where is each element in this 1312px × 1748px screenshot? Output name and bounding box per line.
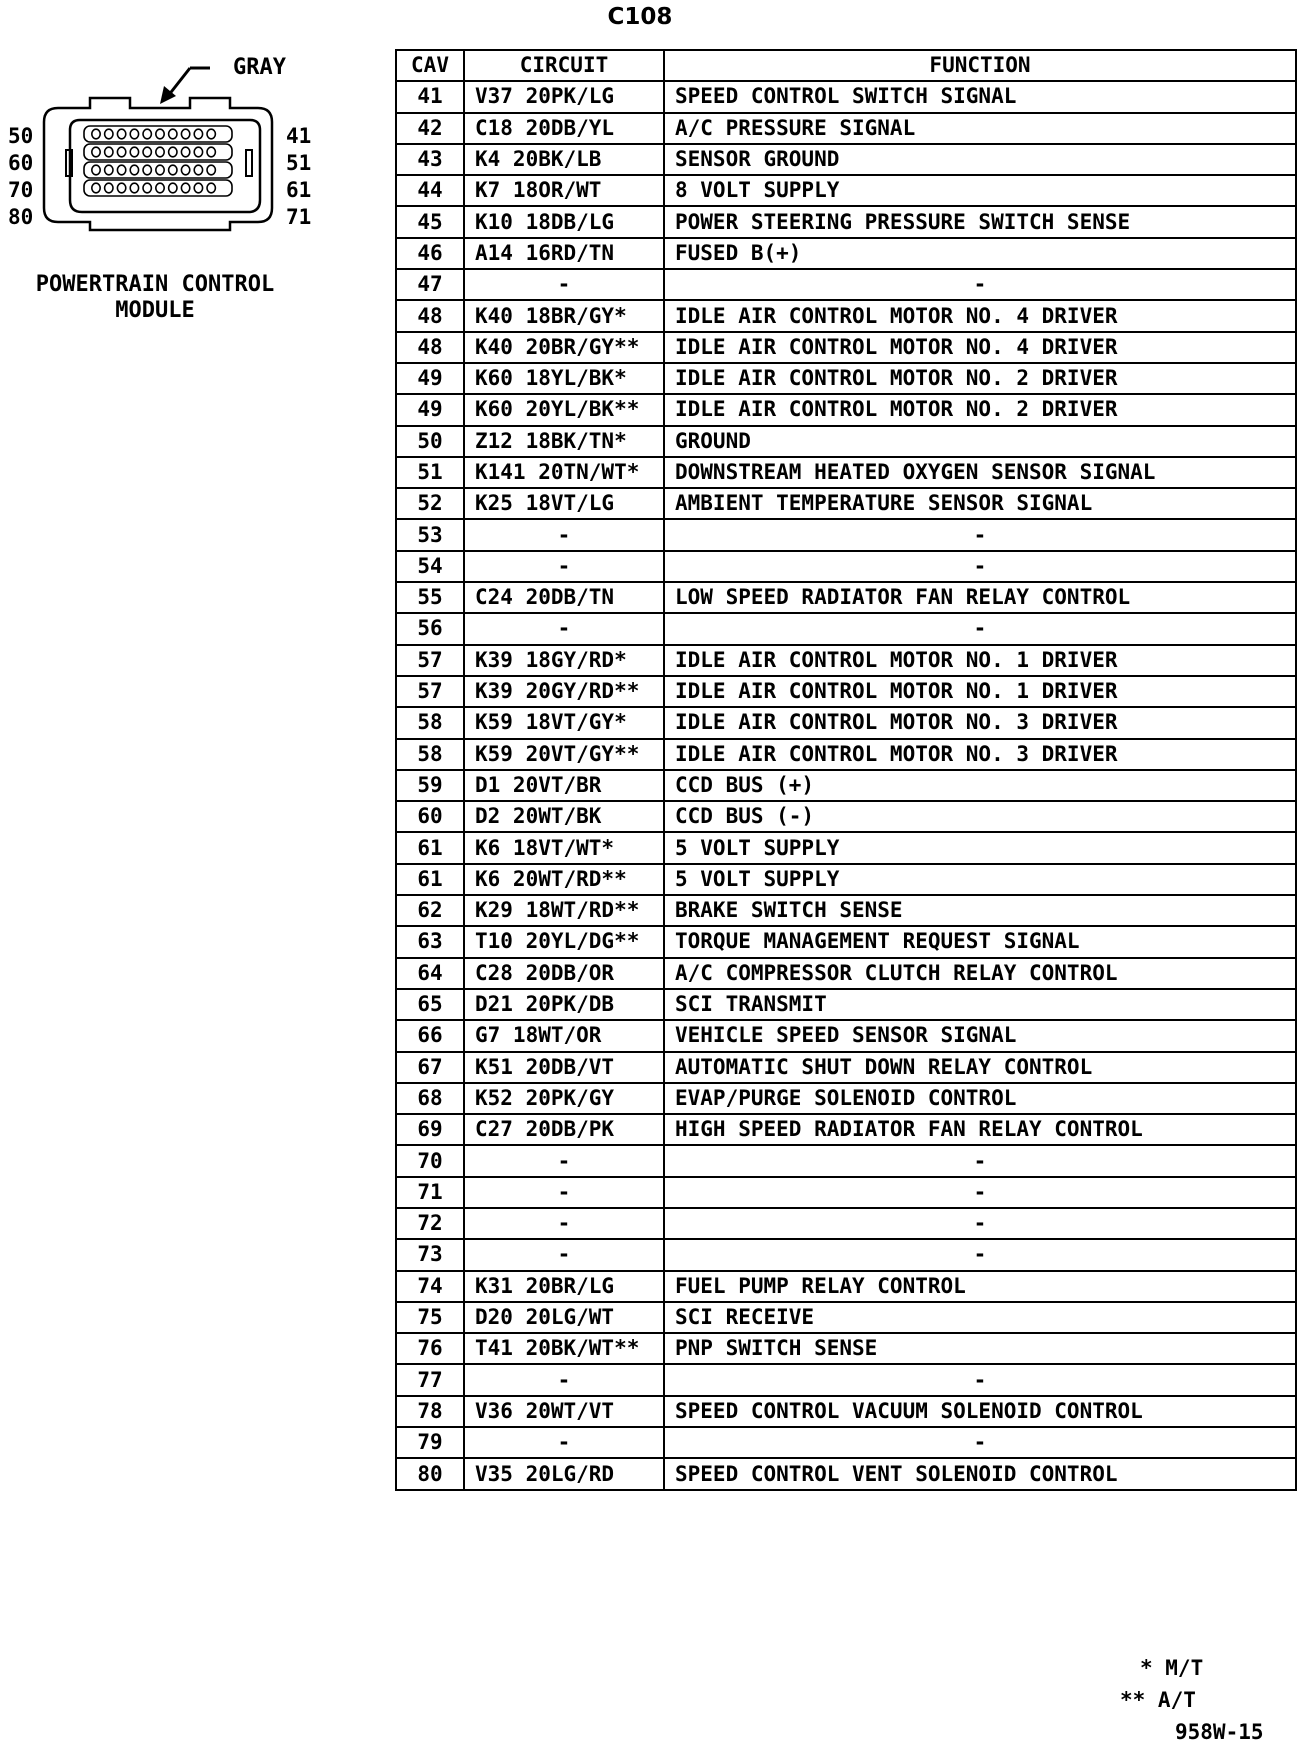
table-row <box>396 770 1296 801</box>
circuit-cell: A14 16RD/TN <box>464 238 664 269</box>
table-row <box>396 332 1296 363</box>
table-row <box>396 895 1296 926</box>
connector-title: C108 <box>607 4 673 30</box>
table-row <box>396 707 1296 738</box>
function-cell: DOWNSTREAM HEATED OXYGEN SENSOR SIGNAL <box>664 457 1296 488</box>
function-cell: IDLE AIR CONTROL MOTOR NO. 2 DRIVER <box>664 363 1296 394</box>
function-cell: IDLE AIR CONTROL MOTOR NO. 4 DRIVER <box>664 332 1296 363</box>
module-label-line: MODULE <box>115 298 195 323</box>
pin-row-outline <box>84 162 232 178</box>
table-row <box>396 175 1296 206</box>
function-cell: IDLE AIR CONTROL MOTOR NO. 4 DRIVER <box>664 300 1296 331</box>
table-row <box>396 1020 1296 1051</box>
pin-hole <box>130 147 138 157</box>
drawing-code: 958W-15 <box>1175 1720 1264 1744</box>
cav-cell: 49 <box>396 394 464 425</box>
cav-cell: 67 <box>396 1052 464 1083</box>
table-row <box>396 958 1296 989</box>
circuit-cell: G7 18WT/OR <box>464 1020 664 1051</box>
pin-hole <box>156 165 164 175</box>
circuit-cell: - <box>464 1208 664 1239</box>
cav-cell: 73 <box>396 1239 464 1270</box>
function-cell: GROUND <box>664 426 1296 457</box>
table-row <box>396 613 1296 644</box>
left-pin-label: 80 <box>8 205 34 229</box>
table-row <box>396 300 1296 331</box>
circuit-cell: - <box>464 1177 664 1208</box>
function-cell: - <box>664 269 1296 300</box>
pin-hole <box>156 183 164 193</box>
function-cell: CCD BUS (-) <box>664 801 1296 832</box>
pin-hole <box>181 147 189 157</box>
cav-cell: 70 <box>396 1145 464 1176</box>
circuit-cell: D21 20PK/DB <box>464 989 664 1020</box>
function-cell: - <box>664 1239 1296 1270</box>
function-cell: - <box>664 1364 1296 1395</box>
table-row <box>396 144 1296 175</box>
circuit-cell: K51 20DB/VT <box>464 1052 664 1083</box>
table-row <box>396 81 1296 112</box>
cav-cell: 46 <box>396 238 464 269</box>
circuit-cell: K40 18BR/GY* <box>464 300 664 331</box>
function-cell: FUSED B(+) <box>664 238 1296 269</box>
circuit-cell: D20 20LG/WT <box>464 1302 664 1333</box>
circuit-cell: T41 20BK/WT** <box>464 1333 664 1364</box>
cav-cell: 76 <box>396 1333 464 1364</box>
function-cell: - <box>664 1177 1296 1208</box>
cav-cell: 66 <box>396 1020 464 1051</box>
pin-hole <box>130 129 138 139</box>
table-row <box>396 206 1296 237</box>
circuit-cell: V35 20LG/RD <box>464 1458 664 1489</box>
circuit-cell: C18 20DB/YL <box>464 113 664 144</box>
function-cell: SENSOR GROUND <box>664 144 1296 175</box>
function-cell: IDLE AIR CONTROL MOTOR NO. 1 DRIVER <box>664 645 1296 676</box>
table-row <box>396 1052 1296 1083</box>
pin-hole <box>130 165 138 175</box>
footnote-automatic: ** A/T <box>1120 1688 1196 1712</box>
left-pin-label: 60 <box>8 151 34 175</box>
table-row <box>396 1083 1296 1114</box>
cav-cell: 58 <box>396 707 464 738</box>
function-cell: A/C COMPRESSOR CLUTCH RELAY CONTROL <box>664 958 1296 989</box>
pin-hole <box>92 129 100 139</box>
right-pin-label: 51 <box>286 151 312 175</box>
pin-hole <box>117 165 125 175</box>
circuit-cell: K4 20BK/LB <box>464 144 664 175</box>
function-cell: SPEED CONTROL VENT SOLENOID CONTROL <box>664 1458 1296 1489</box>
table-row <box>396 582 1296 613</box>
function-cell: IDLE AIR CONTROL MOTOR NO. 3 DRIVER <box>664 707 1296 738</box>
function-cell: EVAP/PURGE SOLENOID CONTROL <box>664 1083 1296 1114</box>
cav-cell: 44 <box>396 175 464 206</box>
pin-hole <box>92 147 100 157</box>
left-pin-label: 50 <box>8 124 34 148</box>
table-row <box>396 1208 1296 1239</box>
cav-cell: 64 <box>396 958 464 989</box>
table-row <box>396 645 1296 676</box>
header-circuit: CIRCUIT <box>464 50 664 81</box>
table-row <box>396 488 1296 519</box>
table-row <box>396 1427 1296 1458</box>
cav-cell: 69 <box>396 1114 464 1145</box>
pin-hole <box>207 183 215 193</box>
circuit-cell: - <box>464 1427 664 1458</box>
module-label-line: POWERTRAIN CONTROL <box>35 272 275 297</box>
circuit-cell: - <box>464 1145 664 1176</box>
circuit-cell: C27 20DB/PK <box>464 1114 664 1145</box>
function-cell: SCI TRANSMIT <box>664 989 1296 1020</box>
table-row <box>396 1114 1296 1145</box>
pin-hole <box>105 147 113 157</box>
circuit-cell: K31 20BR/LG <box>464 1271 664 1302</box>
cav-cell: 48 <box>396 300 464 331</box>
pin-hole <box>169 183 177 193</box>
pin-hole <box>92 183 100 193</box>
cav-cell: 68 <box>396 1083 464 1114</box>
circuit-cell: - <box>464 613 664 644</box>
cav-cell: 79 <box>396 1427 464 1458</box>
table-row <box>396 1239 1296 1270</box>
pin-hole <box>143 129 151 139</box>
table-row <box>396 1145 1296 1176</box>
function-cell: IDLE AIR CONTROL MOTOR NO. 2 DRIVER <box>664 394 1296 425</box>
pin-hole <box>130 183 138 193</box>
table-row <box>396 1364 1296 1395</box>
table-row <box>396 269 1296 300</box>
circuit-cell: K39 20GY/RD** <box>464 676 664 707</box>
circuit-cell: - <box>464 1239 664 1270</box>
function-cell: - <box>664 1427 1296 1458</box>
cav-cell: 45 <box>396 206 464 237</box>
table-row <box>396 113 1296 144</box>
table-row <box>396 989 1296 1020</box>
table-row <box>396 1302 1296 1333</box>
cav-cell: 50 <box>396 426 464 457</box>
circuit-cell: D2 20WT/BK <box>464 801 664 832</box>
function-cell: - <box>664 551 1296 582</box>
cav-cell: 72 <box>396 1208 464 1239</box>
pin-hole <box>169 165 177 175</box>
pin-hole <box>194 165 202 175</box>
cav-cell: 77 <box>396 1364 464 1395</box>
function-cell: SPEED CONTROL VACUUM SOLENOID CONTROL <box>664 1396 1296 1427</box>
cav-cell: 53 <box>396 519 464 550</box>
circuit-cell: K60 20YL/BK** <box>464 394 664 425</box>
function-cell: - <box>664 1208 1296 1239</box>
circuit-cell: Z12 18BK/TN* <box>464 426 664 457</box>
function-cell: FUEL PUMP RELAY CONTROL <box>664 1271 1296 1302</box>
circuit-cell: V37 20PK/LG <box>464 81 664 112</box>
cav-cell: 56 <box>396 613 464 644</box>
circuit-cell: K39 18GY/RD* <box>464 645 664 676</box>
pin-hole <box>194 147 202 157</box>
pin-hole <box>181 165 189 175</box>
table-row <box>396 238 1296 269</box>
pin-hole <box>117 183 125 193</box>
table-row <box>396 363 1296 394</box>
cav-cell: 60 <box>396 801 464 832</box>
cav-cell: 41 <box>396 81 464 112</box>
circuit-cell: K60 18YL/BK* <box>464 363 664 394</box>
cav-cell: 55 <box>396 582 464 613</box>
circuit-cell: K10 18DB/LG <box>464 206 664 237</box>
right-pin-label: 41 <box>286 124 312 148</box>
table-row <box>396 864 1296 895</box>
cav-cell: 61 <box>396 864 464 895</box>
cav-cell: 71 <box>396 1177 464 1208</box>
arrow-line <box>168 68 190 96</box>
pin-hole <box>207 147 215 157</box>
cav-cell: 42 <box>396 113 464 144</box>
module-label <box>20 272 290 324</box>
pin-hole <box>156 147 164 157</box>
pinout-table <box>395 49 1297 1491</box>
pin-hole <box>105 129 113 139</box>
left-pin-label: 70 <box>8 178 34 202</box>
table-row <box>396 1271 1296 1302</box>
pin-hole <box>207 129 215 139</box>
header-function: FUNCTION <box>664 50 1296 81</box>
pin-hole <box>117 129 125 139</box>
pin-hole <box>169 147 177 157</box>
cav-cell: 48 <box>396 332 464 363</box>
circuit-cell: K52 20PK/GY <box>464 1083 664 1114</box>
circuit-cell: K40 20BR/GY** <box>464 332 664 363</box>
right-pin-label: 61 <box>286 178 312 202</box>
function-cell: - <box>664 519 1296 550</box>
table-header-row <box>396 50 1296 81</box>
table-row <box>396 551 1296 582</box>
cav-cell: 63 <box>396 926 464 957</box>
pin-hole <box>181 183 189 193</box>
function-cell: - <box>664 613 1296 644</box>
pin-hole <box>207 165 215 175</box>
function-cell: VEHICLE SPEED SENSOR SIGNAL <box>664 1020 1296 1051</box>
function-cell: HIGH SPEED RADIATOR FAN RELAY CONTROL <box>664 1114 1296 1145</box>
pin-hole <box>143 183 151 193</box>
pin-hole <box>143 165 151 175</box>
table-row <box>396 801 1296 832</box>
table-row <box>396 426 1296 457</box>
circuit-cell: K25 18VT/LG <box>464 488 664 519</box>
cav-cell: 54 <box>396 551 464 582</box>
table-row <box>396 394 1296 425</box>
function-cell: SCI RECEIVE <box>664 1302 1296 1333</box>
table-row <box>396 1396 1296 1427</box>
cav-cell: 78 <box>396 1396 464 1427</box>
function-cell: IDLE AIR CONTROL MOTOR NO. 1 DRIVER <box>664 676 1296 707</box>
circuit-cell: K59 18VT/GY* <box>464 707 664 738</box>
connector-diagram <box>0 0 330 260</box>
pin-hole <box>143 147 151 157</box>
circuit-cell: C28 20DB/OR <box>464 958 664 989</box>
circuit-cell: - <box>464 519 664 550</box>
pin-hole <box>105 165 113 175</box>
table-row <box>396 1177 1296 1208</box>
circuit-cell: - <box>464 551 664 582</box>
circuit-cell: K6 20WT/RD** <box>464 864 664 895</box>
pin-hole <box>105 183 113 193</box>
circuit-cell: K29 18WT/RD** <box>464 895 664 926</box>
function-cell: SPEED CONTROL SWITCH SIGNAL <box>664 81 1296 112</box>
pin-hole <box>181 129 189 139</box>
circuit-cell: - <box>464 269 664 300</box>
connector-pins <box>84 126 232 196</box>
circuit-cell: C24 20DB/TN <box>464 582 664 613</box>
circuit-cell: K6 18VT/WT* <box>464 832 664 863</box>
function-cell: A/C PRESSURE SIGNAL <box>664 113 1296 144</box>
function-cell: 8 VOLT SUPPLY <box>664 175 1296 206</box>
function-cell: AMBIENT TEMPERATURE SENSOR SIGNAL <box>664 488 1296 519</box>
cav-cell: 49 <box>396 363 464 394</box>
footnotes <box>1120 1652 1264 1748</box>
cav-cell: 65 <box>396 989 464 1020</box>
cav-cell: 58 <box>396 739 464 770</box>
cav-cell: 57 <box>396 645 464 676</box>
function-cell: - <box>664 1145 1296 1176</box>
circuit-cell: - <box>464 1364 664 1395</box>
cav-cell: 59 <box>396 770 464 801</box>
pin-hole <box>194 183 202 193</box>
table-row <box>396 676 1296 707</box>
pin-hole <box>169 129 177 139</box>
cav-cell: 52 <box>396 488 464 519</box>
cav-cell: 57 <box>396 676 464 707</box>
cav-cell: 80 <box>396 1458 464 1489</box>
cav-cell: 43 <box>396 144 464 175</box>
pin-row-outline <box>84 180 232 196</box>
pin-hole <box>92 165 100 175</box>
circuit-cell: K59 20VT/GY** <box>464 739 664 770</box>
table-row <box>396 739 1296 770</box>
circuit-cell: D1 20VT/BR <box>464 770 664 801</box>
function-cell: BRAKE SWITCH SENSE <box>664 895 1296 926</box>
table-row <box>396 457 1296 488</box>
circuit-cell: V36 20WT/VT <box>464 1396 664 1427</box>
pin-row-outline <box>84 144 232 160</box>
pin-hole <box>194 129 202 139</box>
cav-cell: 74 <box>396 1271 464 1302</box>
pin-hole <box>117 147 125 157</box>
cav-cell: 62 <box>396 895 464 926</box>
pin-row-outline <box>84 126 232 142</box>
function-cell: 5 VOLT SUPPLY <box>664 864 1296 895</box>
function-cell: POWER STEERING PRESSURE SWITCH SENSE <box>664 206 1296 237</box>
table-row <box>396 1458 1296 1489</box>
connector-color-label: GRAY <box>233 55 286 80</box>
function-cell: 5 VOLT SUPPLY <box>664 832 1296 863</box>
cav-cell: 47 <box>396 269 464 300</box>
table-row <box>396 519 1296 550</box>
cav-cell: 51 <box>396 457 464 488</box>
circuit-cell: K7 18OR/WT <box>464 175 664 206</box>
function-cell: PNP SWITCH SENSE <box>664 1333 1296 1364</box>
function-cell: AUTOMATIC SHUT DOWN RELAY CONTROL <box>664 1052 1296 1083</box>
circuit-cell: T10 20YL/DG** <box>464 926 664 957</box>
table-row <box>396 926 1296 957</box>
right-pin-label: 71 <box>286 205 312 229</box>
table-row <box>396 1333 1296 1364</box>
pin-hole <box>156 129 164 139</box>
cav-cell: 75 <box>396 1302 464 1333</box>
footnote-manual: * M/T <box>1140 1656 1204 1680</box>
circuit-cell: K141 20TN/WT* <box>464 457 664 488</box>
header-cav: CAV <box>396 50 464 81</box>
function-cell: IDLE AIR CONTROL MOTOR NO. 3 DRIVER <box>664 739 1296 770</box>
function-cell: TORQUE MANAGEMENT REQUEST SIGNAL <box>664 926 1296 957</box>
cav-cell: 61 <box>396 832 464 863</box>
function-cell: LOW SPEED RADIATOR FAN RELAY CONTROL <box>664 582 1296 613</box>
connector-key <box>246 150 252 176</box>
table-row <box>396 832 1296 863</box>
connector-body <box>44 98 272 230</box>
function-cell: CCD BUS (+) <box>664 770 1296 801</box>
